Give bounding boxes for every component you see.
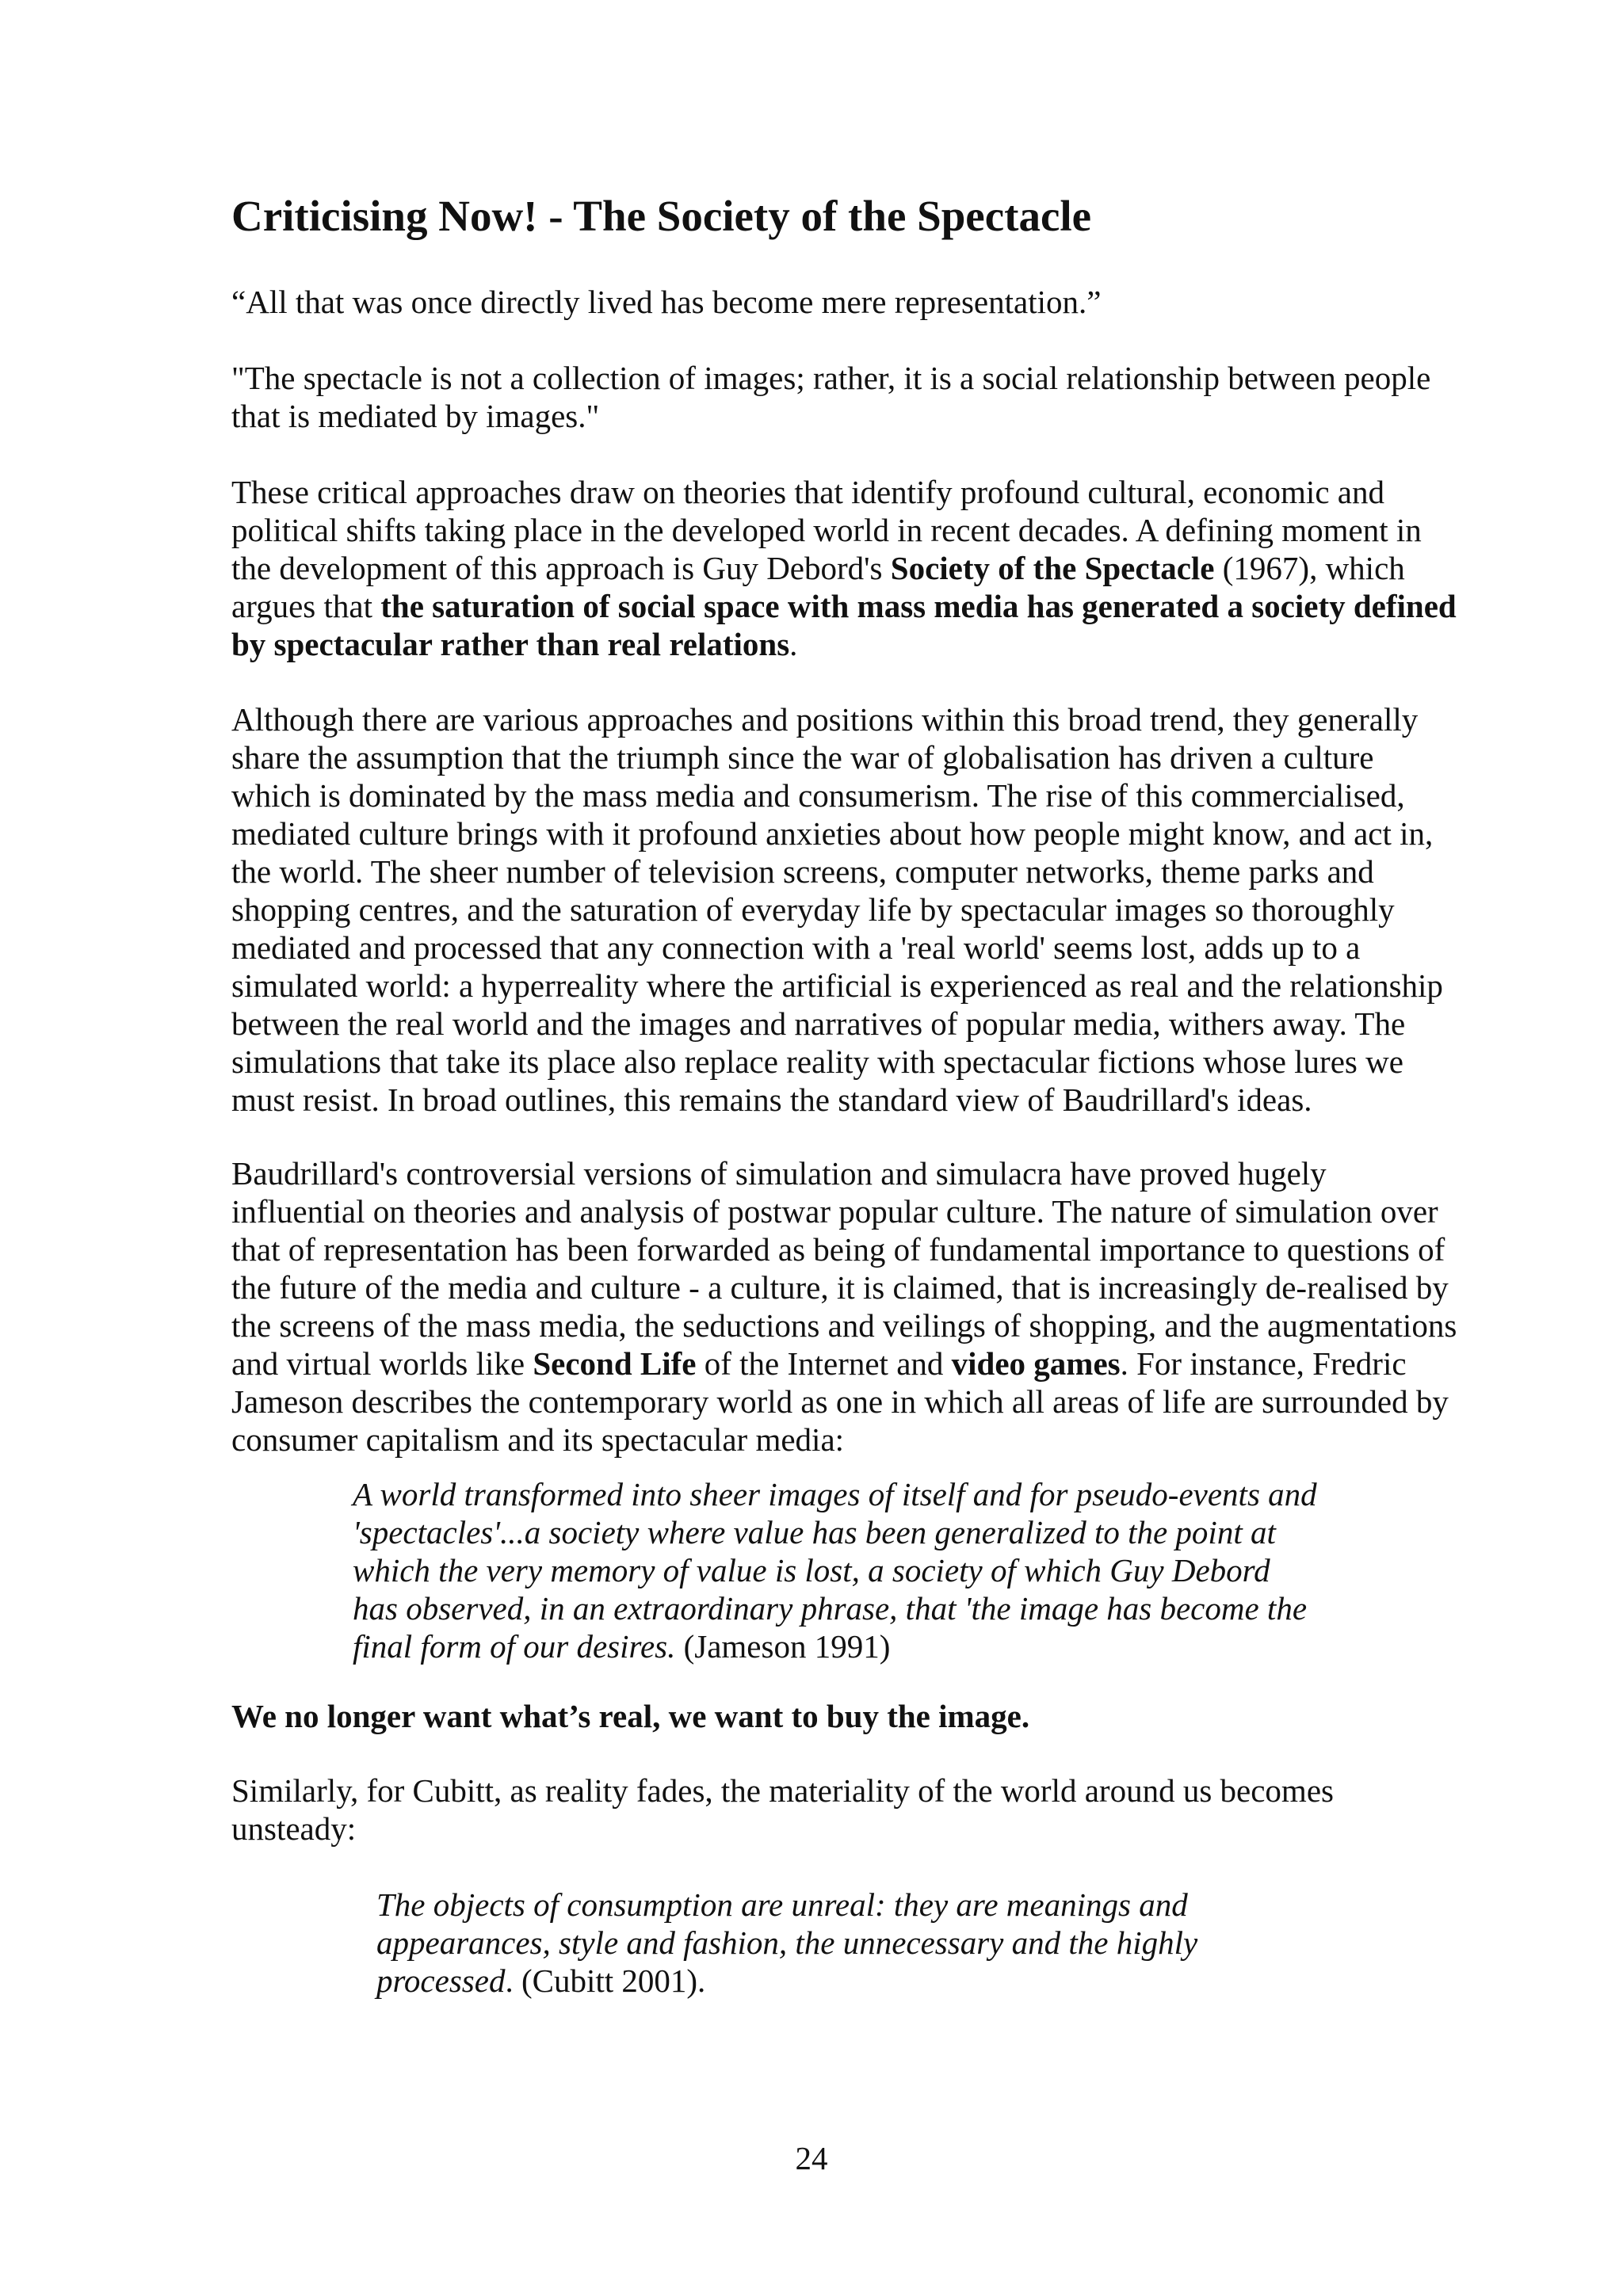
paragraph-debord <box>231 473 1480 663</box>
jameson-block-quote <box>353 1475 1317 1665</box>
text-line: that is mediated by images." <box>231 398 600 434</box>
text-line: between the real world and the images and narratives of popular media, withers away. The <box>231 1005 1406 1042</box>
epigraph <box>231 283 1480 321</box>
text-line: which is dominated by the mass media and consumerism. The rise of this commercialised, <box>231 777 1405 814</box>
text-line: of the Internet and <box>696 1345 952 1382</box>
text-line: must resist. In broad outlines, this remains the standard view of Baudrillard's ideas. <box>231 1081 1312 1118</box>
text-line: simulated world: a hyperreality where the artificial is experienced as real and the relationship <box>231 967 1443 1004</box>
bold-statement <box>231 1697 1480 1735</box>
citation: . (Cubitt 2001). <box>505 1962 706 1999</box>
text-line: that of representation has been forwarded as being of fundamental importance to questions of <box>231 1231 1445 1268</box>
text-line: influential on theories and analysis of postwar popular culture. The nature of simulation over <box>231 1193 1438 1230</box>
bold-text: Society of the Spectacle <box>890 550 1215 586</box>
text-line: These critical approaches draw on theories that identify profound cultural, economic and <box>231 474 1384 510</box>
text-line: the screens of the mass media, the seductions and veilings of shopping, and the augmentations <box>231 1307 1457 1344</box>
text-line: shopping centres, and the saturation of everyday life by spectacular images so thoroughly <box>231 891 1395 928</box>
text-line: political shifts taking place in the developed world in recent decades. A defining moment in <box>231 512 1422 548</box>
text-line: share the assumption that the triumph since the war of globalisation has driven a culture <box>231 739 1374 776</box>
text-line: argues that <box>231 588 381 624</box>
paragraph-cubitt <box>231 1772 1480 1848</box>
text-line: Similarly, for Cubitt, as reality fades, the materiality of the world around us becomes <box>231 1772 1334 1809</box>
text-line: . <box>789 626 798 662</box>
text-line: Although there are various approaches and positions within this broad trend, they generally <box>231 701 1419 738</box>
bold-text: Second Life <box>533 1345 697 1382</box>
paragraph-baudrillard <box>231 1154 1480 1459</box>
paragraph-globalisation <box>231 700 1480 1119</box>
italic-text: final form of our desires. <box>353 1628 676 1665</box>
italic-text: processed <box>376 1962 506 1999</box>
italic-text: has observed, in an extraordinary phrase, that 'the image has become the <box>353 1590 1308 1627</box>
text-line: mediated and processed that any connection with a 'real world' seems lost, adds up to a <box>231 929 1361 966</box>
text-line: and virtual worlds like <box>231 1345 533 1382</box>
bold-text: by spectacular rather than real relations <box>231 626 790 662</box>
italic-text: appearances, style and fashion, the unnecessary and the highly <box>376 1924 1198 1961</box>
epigraph-text: “All that was once directly lived has become mere representation.” <box>231 284 1102 320</box>
bold-text: the saturation of social space with mass media has generated a society defined <box>380 588 1457 624</box>
text-line: . For instance, Fredric <box>1120 1345 1407 1382</box>
text-line: Baudrillard's controversial versions of simulation and simulacra have proved hugely <box>231 1155 1327 1192</box>
citation: (Jameson 1991) <box>675 1628 891 1665</box>
page-number: 24 <box>795 2140 828 2176</box>
text-line: the world. The sheer number of television screens, computer networks, theme parks and <box>231 853 1374 890</box>
italic-text: which the very memory of value is lost, a society of which Guy Debord <box>353 1552 1270 1589</box>
italic-text: 'spectacles'...a society where value has been generalized to the point at <box>353 1514 1276 1550</box>
bold-text: We no longer want what’s real, we want to buy the image. <box>231 1698 1030 1734</box>
text-line: "The spectacle is not a collection of images; rather, it is a social relationship between people <box>231 360 1431 396</box>
text-line: the future of the media and culture - a culture, it is claimed, that is increasingly de-realised by <box>231 1269 1449 1306</box>
text-line: mediated culture brings with it profound anxieties about how people might know, and act in, <box>231 815 1434 852</box>
spectacle-quote <box>231 359 1480 435</box>
italic-text: The objects of consumption are unreal: they are meanings and <box>376 1886 1188 1923</box>
page-title: Criticising Now! - The Society of the Spectacle <box>231 192 1092 240</box>
italic-text: A world transformed into sheer images of itself and for pseudo-events and <box>353 1476 1317 1512</box>
text-line: simulations that take its place also replace reality with spectacular fictions whose lures we <box>231 1043 1403 1080</box>
text-line: the development of this approach is Guy Debord's <box>231 550 891 586</box>
cubitt-block-quote <box>376 1886 1197 2000</box>
text-line: consumer capitalism and its spectacular media: <box>231 1421 845 1458</box>
text-line: (1967), which <box>1214 550 1405 586</box>
text-line: unsteady: <box>231 1810 357 1847</box>
bold-text: video games <box>951 1345 1121 1382</box>
text-line: Jameson describes the contemporary world as one in which all areas of life are surrounded by <box>231 1383 1449 1420</box>
